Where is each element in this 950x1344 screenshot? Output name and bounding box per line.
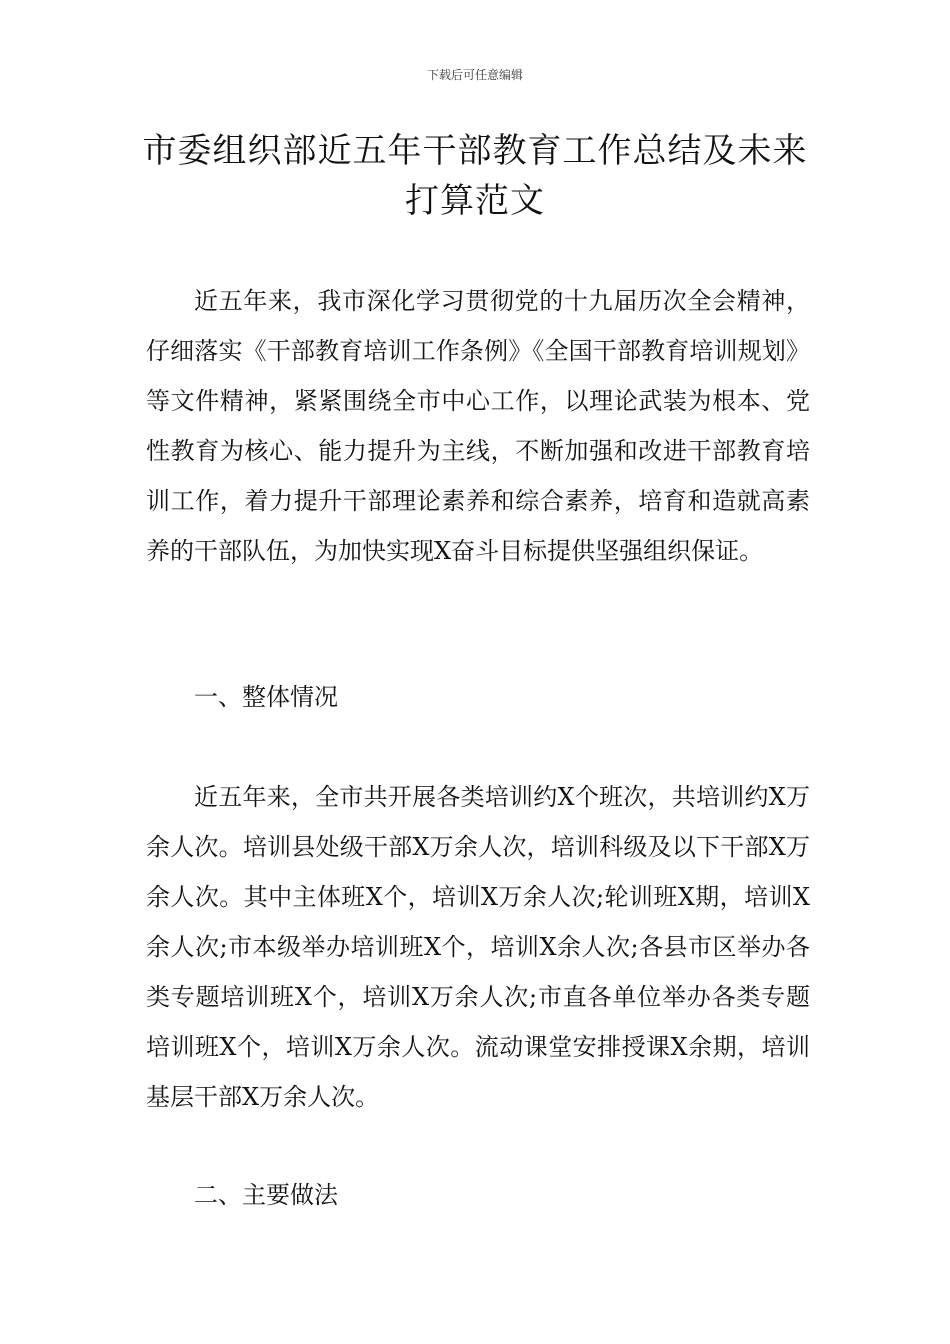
header-note: 下载后可任意编辑 (426, 68, 523, 82)
overall-paragraph: 近五年来，全市共开展各类培训约X个班次，共培训约X万余人次。培训县处级干部X万余人次，培训科级及以下干部X万余人次。其中主体班X个，培训X万余人次;轮训班X期，培训X余人次;市本级举办培训班X个，培训X余人次;各县市区举办各类专题培训班X个，培训X万余人次;市直各单位举办各类专题培训班X个，培训X万余人次。流动课堂安排授课X余期，培训基层干部X万余人次。 (146, 783, 810, 1111)
section-heading-practices: 二、主要做法 (194, 1181, 338, 1209)
intro-paragraph: 近五年来，我市深化学习贯彻党的十九届历次全会精神，仔细落实《干部教育培训工作条例》《全国干部教育培训规划》等文件精神，紧紧围绕全市中心工作，以理论武装为根本、党性教育为核心、能力提升为主线，不断加强和改进干部教育培训工作，着力提升干部理论素养和综合素养，培育和造就高素养的干部队伍，为加快实现X奋斗目标提供坚强组织保证。 (146, 287, 810, 565)
document-title: 市委组织部近五年干部教育工作总结及未来打算范文 (142, 131, 808, 221)
section-heading-overall: 一、整体情况 (194, 683, 338, 711)
